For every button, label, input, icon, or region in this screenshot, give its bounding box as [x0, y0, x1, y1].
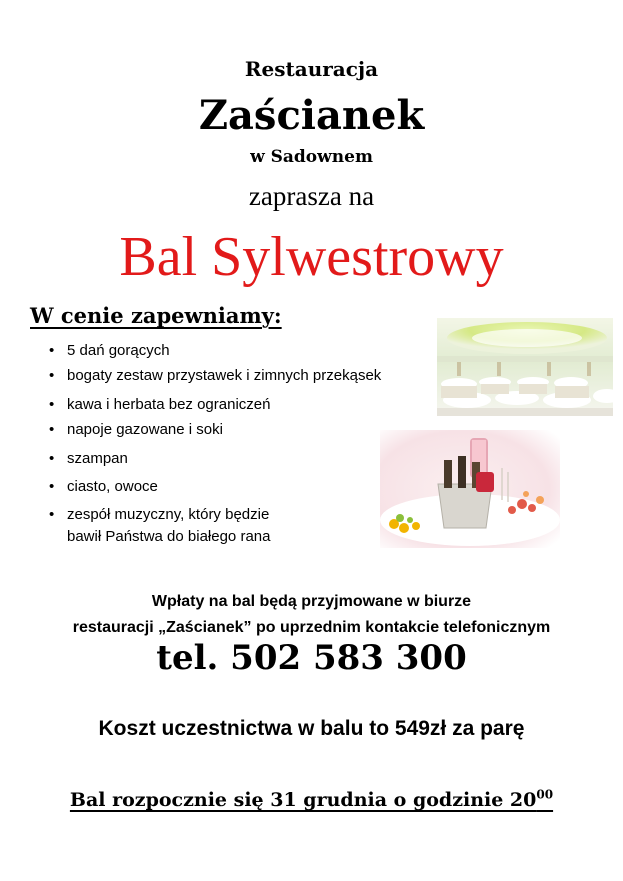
list-item — [47, 450, 128, 468]
start-time-minutes: 00 — [536, 788, 554, 802]
start-info-text: Bal rozpocznie się 31 grudnia o godzinie 20 — [69, 789, 537, 812]
list-item — [47, 421, 223, 439]
list-item — [47, 478, 158, 496]
bullet-icon: • — [49, 342, 55, 359]
bullet-icon: • — [49, 450, 55, 467]
invite-text: zaprasza na — [248, 181, 375, 211]
price-includes-heading: W cenie zapewniamy: — [30, 303, 282, 328]
list-item-text: bawił Państwa do białego rana — [67, 528, 271, 545]
payment-info-line-2: restauracji „Zaścianek” po uprzednim kontakcie telefonicznym — [72, 619, 551, 636]
event-title: Bal Sylwestrowy — [119, 226, 504, 288]
list-item-text: kawa i herbata bez ograniczeń — [67, 396, 271, 413]
list-item-text: szampan — [67, 450, 128, 467]
banquet-hall-photo — [437, 318, 613, 416]
list-item-text: napoje gazowane i soki — [67, 421, 223, 438]
bullet-icon: • — [49, 367, 55, 384]
champagne-table-photo — [380, 430, 560, 548]
list-item — [47, 396, 270, 414]
list-item-text: ciasto, owoce — [67, 478, 158, 495]
start-info-underlined — [70, 789, 553, 811]
phone-number: tel. 502 583 300 — [156, 638, 467, 678]
bullet-icon: • — [49, 396, 55, 413]
list-item-text: zespół muzyczny, który będzie — [67, 506, 270, 523]
list-item-text: bogaty zestaw przystawek i zimnych przekąsek — [67, 367, 382, 384]
header-restaurant-label: Restauracja — [244, 57, 379, 81]
start-info — [0, 788, 623, 811]
list-item — [47, 367, 381, 385]
restaurant-name: Zaścianek — [198, 92, 425, 139]
list-item-text: 5 dań gorących — [67, 342, 170, 359]
payment-info — [0, 589, 623, 641]
list-item — [47, 506, 269, 524]
cost-info: Koszt uczestnictwa w balu to 549zł za parę — [98, 717, 525, 740]
payment-info-line-1: Wpłaty na bal będą przyjmowane w biurze — [151, 593, 472, 610]
restaurant-location: w Sadownem — [250, 147, 373, 167]
bullet-icon: • — [49, 421, 55, 438]
list-item-continuation — [47, 528, 270, 546]
bullet-icon: • — [49, 506, 55, 523]
bullet-icon: • — [49, 478, 55, 495]
list-item — [47, 342, 170, 360]
